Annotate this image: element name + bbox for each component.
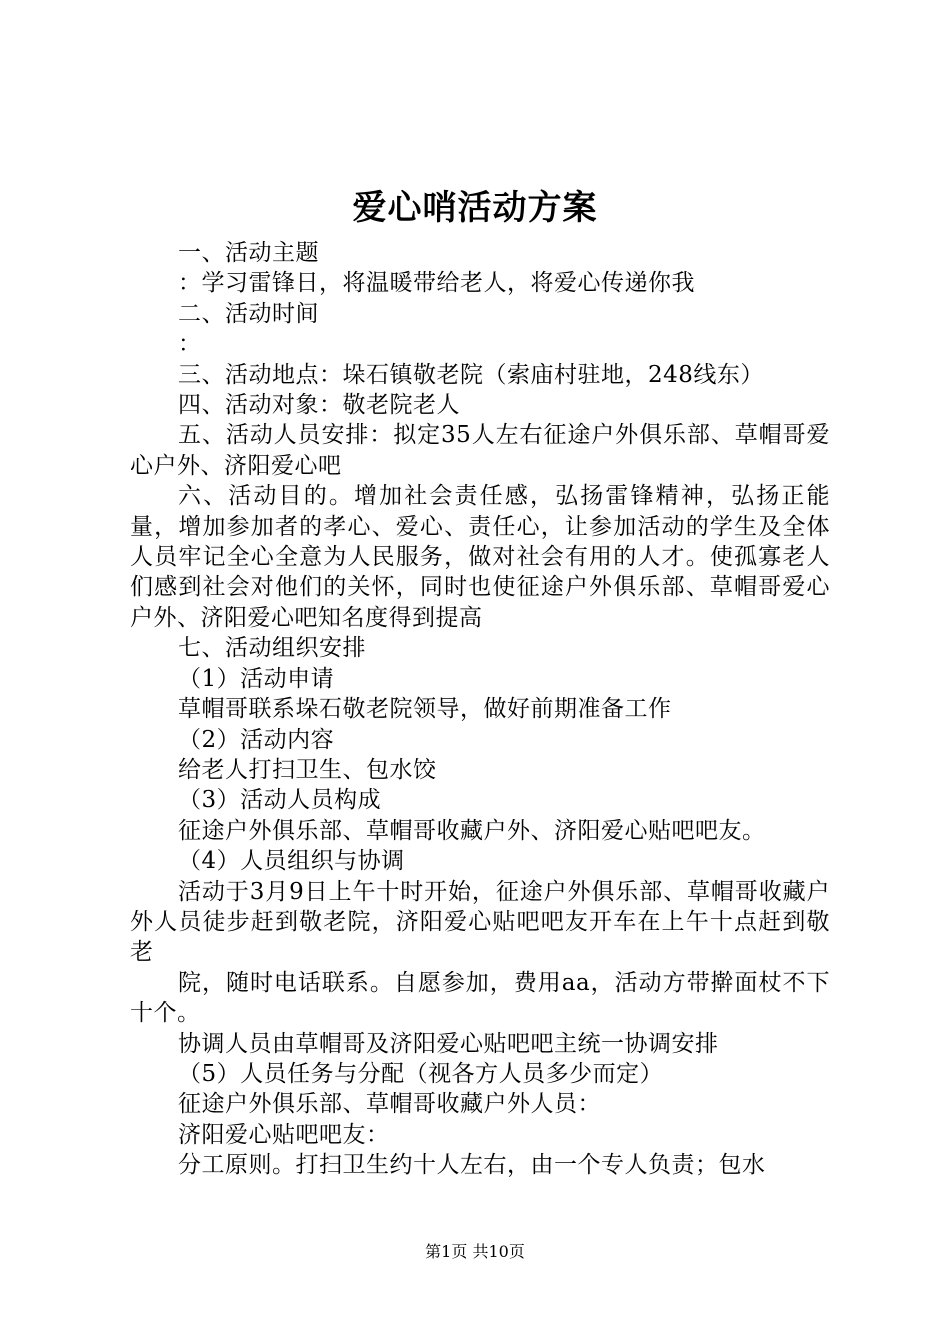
paragraph: （3）活动人员构成 — [178, 787, 382, 814]
paragraph: ： — [178, 331, 202, 358]
paragraph: 一、活动主题 — [178, 240, 319, 266]
paragraph: 征途户外俱乐部、草帽哥收藏户外人员： — [178, 1091, 601, 1118]
paragraph: 济阳爱心贴吧吧友： — [178, 1121, 390, 1148]
paragraph: 分工原则。打扫卫生约十人左右，由一个专人负责；包水 — [178, 1152, 766, 1179]
paragraph: （2）活动内容 — [178, 726, 335, 753]
paragraph: 院，随时电话联系。自愿参加，费用aa，活动方带擀面杖不下十个。 — [130, 969, 830, 1027]
paragraph: 活动于3月9日上午十时开始，征途户外俱乐部、草帽哥收藏户外人员徒步赶到敬老院，济阳爱心贴吧吧友开车在上午十点赶到敬老 — [130, 878, 830, 966]
paragraph: 二、活动时间 — [178, 300, 319, 327]
paragraph: 七、活动组织安排 — [178, 635, 366, 662]
paragraph: 给老人打扫卫生、包水饺 — [178, 756, 437, 783]
page-footer — [0, 1241, 950, 1263]
paragraph: 五、活动人员安排：拟定35人左右征途户外俱乐部、草帽哥爱心户外、济阳爱心吧 — [130, 422, 830, 479]
paragraph: 协调人员由草帽哥及济阳爱心贴吧吧主统一协调安排 — [178, 1030, 719, 1057]
paragraph: 三、活动地点：垛石镇敬老院（索庙村驻地，248线东） — [178, 361, 764, 388]
page-total-label: 共10页 — [472, 1242, 525, 1261]
paragraph: ：学习雷锋日，将温暖带给老人，将爱心传递你我 — [178, 270, 695, 297]
paragraph: 六、活动目的。增加社会责任感，弘扬雷锋精神，弘扬正能量，增加参加者的孝心、爱心、责任心，让参加活动的学生及全体人员牢记全心全意为人民服务，做对社会有用的人才。使孤寡老人们感到社会对他们的关怀，同时也使征途户外俱乐部、草帽哥爱心户外、济阳爱心吧知名度得到提高 — [130, 483, 830, 631]
paragraph: （1）活动申请 — [178, 665, 335, 692]
document-body — [130, 238, 830, 1181]
document-title: 爱心哨活动方案 — [352, 188, 598, 228]
paragraph: 四、活动对象：敬老院老人 — [178, 392, 460, 419]
paragraph: （5）人员任务与分配（视各方人员多少而定） — [178, 1060, 664, 1087]
paragraph: （4）人员组织与协调 — [178, 848, 405, 875]
paragraph: 草帽哥联系垛石敬老院领导，做好前期准备工作 — [178, 696, 672, 723]
page-number-label: 第1页 — [425, 1242, 468, 1261]
paragraph: 征途户外俱乐部、草帽哥收藏户外、济阳爱心贴吧吧友。 — [178, 817, 766, 844]
